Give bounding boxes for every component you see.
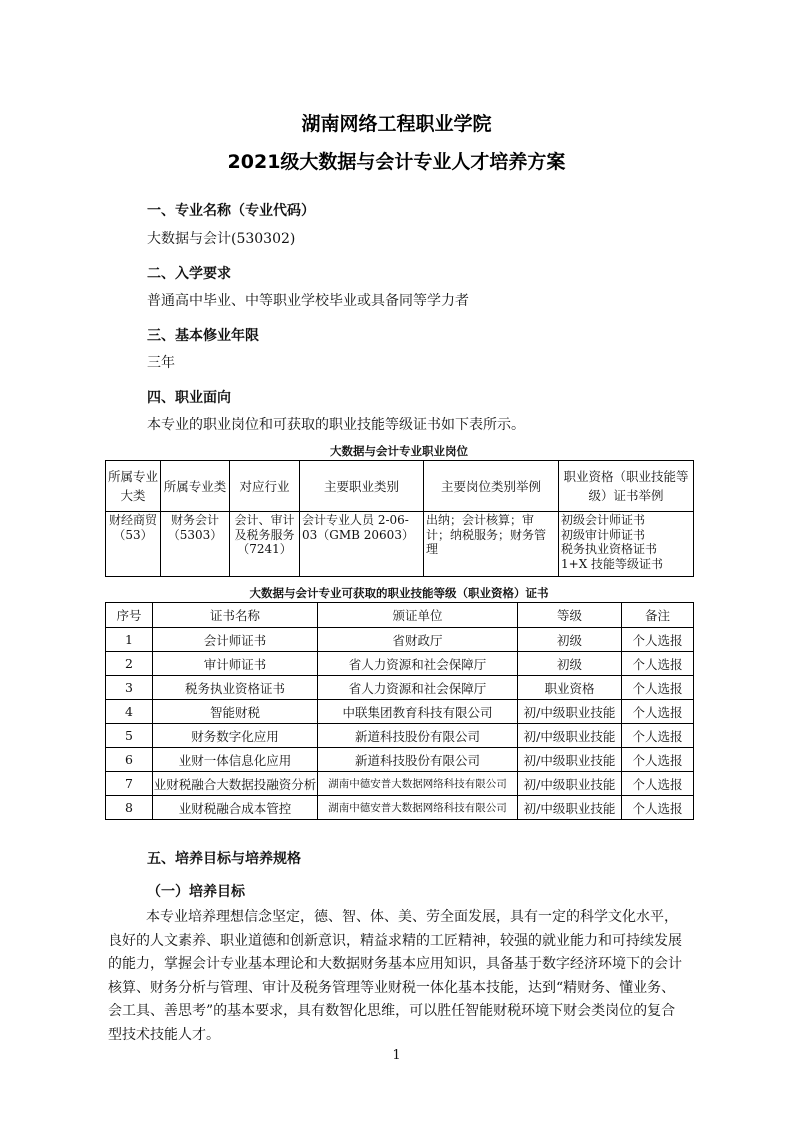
table-cell: 会计专业人员 2-06-03（GMB 20603） [300,512,424,577]
section-2-text: 普通高中毕业、中等职业学校毕业或具备同等学力者 [147,293,469,309]
header-cell: 主要岗位类别举例 [424,461,559,512]
table-cell: 新道科技股份有限公司 [318,724,518,748]
table-cell: 湖南中德安普大数据网络科技有限公司 [318,796,518,820]
table-cell: 个人选报 [622,700,694,724]
table-row [106,796,694,820]
table-row [106,676,694,700]
section-5-heading: 五、培养目标与培养规格 [147,851,301,867]
training-goal-paragraph [108,906,688,1048]
table-cell: 8 [106,796,153,820]
header-cell: 对应行业 [230,461,300,512]
table-cell: 初/中级职业技能 [518,724,622,748]
section-5-subheading: （一）培养目标 [147,884,245,900]
table-cell: 湖南中德安普大数据网络科技有限公司 [318,772,518,796]
table-cell: 业财税融合大数据投融资分析 [153,772,318,796]
table-cell: 省人力资源和社会保障厅 [318,676,518,700]
table-cell: 个人选报 [622,724,694,748]
table-cell: 智能财税 [153,700,318,724]
table-row [106,628,694,652]
table-cell: 出纳；会计核算；审计；纳税服务；财务管理 [424,512,559,577]
table-cell: 会计、审计及税务服务（7241） [230,512,300,577]
header-cell: 所属专业类 [161,461,230,512]
table-cell: 初/中级职业技能 [518,772,622,796]
header-cell: 证书名称 [153,603,318,628]
table-row [106,652,694,676]
table-cell: 1 [106,628,153,652]
table1-caption: 大数据与会计专业职业岗位 [330,444,468,458]
table-cell: 个人选报 [622,676,694,700]
section-3-text: 三年 [147,355,175,371]
table-cell: 省财政厅 [318,628,518,652]
certificate-table [105,602,694,820]
table-cell: 初/中级职业技能 [518,748,622,772]
table-cell: 个人选报 [622,772,694,796]
section-1-text: 大数据与会计(530302) [147,231,296,247]
document-subtitle: 2021级大数据与会计专业人才培养方案 [227,151,566,173]
header-cell: 颁证单位 [318,603,518,628]
table-cell: 财务数字化应用 [153,724,318,748]
table-cell: 初/中级职业技能 [518,796,622,820]
header-cell: 所属专业大类 [106,461,161,512]
career-table [105,460,694,577]
table-cell: 2 [106,652,153,676]
certificate-table-header [106,603,694,628]
table-cell: 初级 [518,652,622,676]
table-cell: 初级 [518,628,622,652]
table-cell: 个人选报 [622,628,694,652]
table-cell: 个人选报 [622,796,694,820]
table-cell: 个人选报 [622,748,694,772]
page-number: 1 [392,1048,401,1063]
table-cell: 3 [106,676,153,700]
table-cell: 新道科技股份有限公司 [318,748,518,772]
table-row [106,772,694,796]
section-4-heading: 四、职业面向 [147,390,231,406]
table-cell: 6 [106,748,153,772]
table-row [106,748,694,772]
table-cell: 税务执业资格证书 [153,676,318,700]
table-cell: 7 [106,772,153,796]
table-cell: 初/中级职业技能 [518,700,622,724]
table-cell: 职业资格 [518,676,622,700]
section-2-heading: 二、入学要求 [147,266,231,282]
header-cell: 序号 [106,603,153,628]
header-cell: 等级 [518,603,622,628]
header-cell: 备注 [622,603,694,628]
table-row [106,724,694,748]
table-cell: 会计师证书 [153,628,318,652]
table-cell: 财经商贸（53） [106,512,161,577]
document-title: 湖南网络工程职业学院 [301,113,492,135]
section-3-heading: 三、基本修业年限 [147,328,259,344]
section-1-heading: 一、专业名称（专业代码） [147,203,315,219]
table-cell: 审计师证书 [153,652,318,676]
table-cell: 4 [106,700,153,724]
table-row [106,700,694,724]
header-cell: 职业资格（职业技能等级）证书举例 [559,461,694,512]
table-cell: 个人选报 [622,652,694,676]
table-cell: 初级会计师证书 初级审计师证书 税务执业资格证书 1+X 技能等级证书 [559,512,694,577]
table-cell: 业财一体信息化应用 [153,748,318,772]
table-cell: 业财税融合成本管控 [153,796,318,820]
table-cell: 财务会计（5303） [161,512,230,577]
header-cell: 主要职业类别 [300,461,424,512]
table2-caption: 大数据与会计专业可获取的职业技能等级（职业资格）证书 [249,586,549,600]
section-4-text: 本专业的职业岗位和可获取的职业技能等级证书如下表所示。 [147,417,525,433]
table-row [106,512,694,577]
table-cell: 省人力资源和社会保障厅 [318,652,518,676]
career-table-header [106,461,694,512]
table-cell: 中联集团教育科技有限公司 [318,700,518,724]
training-goal-text: 本专业培养理想信念坚定，德、智、体、美、劳全面发展，具有一定的科学文化水平，良好的人文素养、职业道德和创新意识，精益求精的工匠精神，较强的就业能力和可持续发展的能力，掌握会计专业基本理论和大数据财务基本应用知识，具备基于数字经济环境下的会计核算、财务分析与管理、审计及税务管理等业财税一体化基本技能，达到“精财务、懂业务、会工具、善思考”的基本要求，具有数智化思维，可以胜任智能财税环境下财会类岗位的复合型技术技能人才。 [108,909,682,1043]
table-cell: 5 [106,724,153,748]
